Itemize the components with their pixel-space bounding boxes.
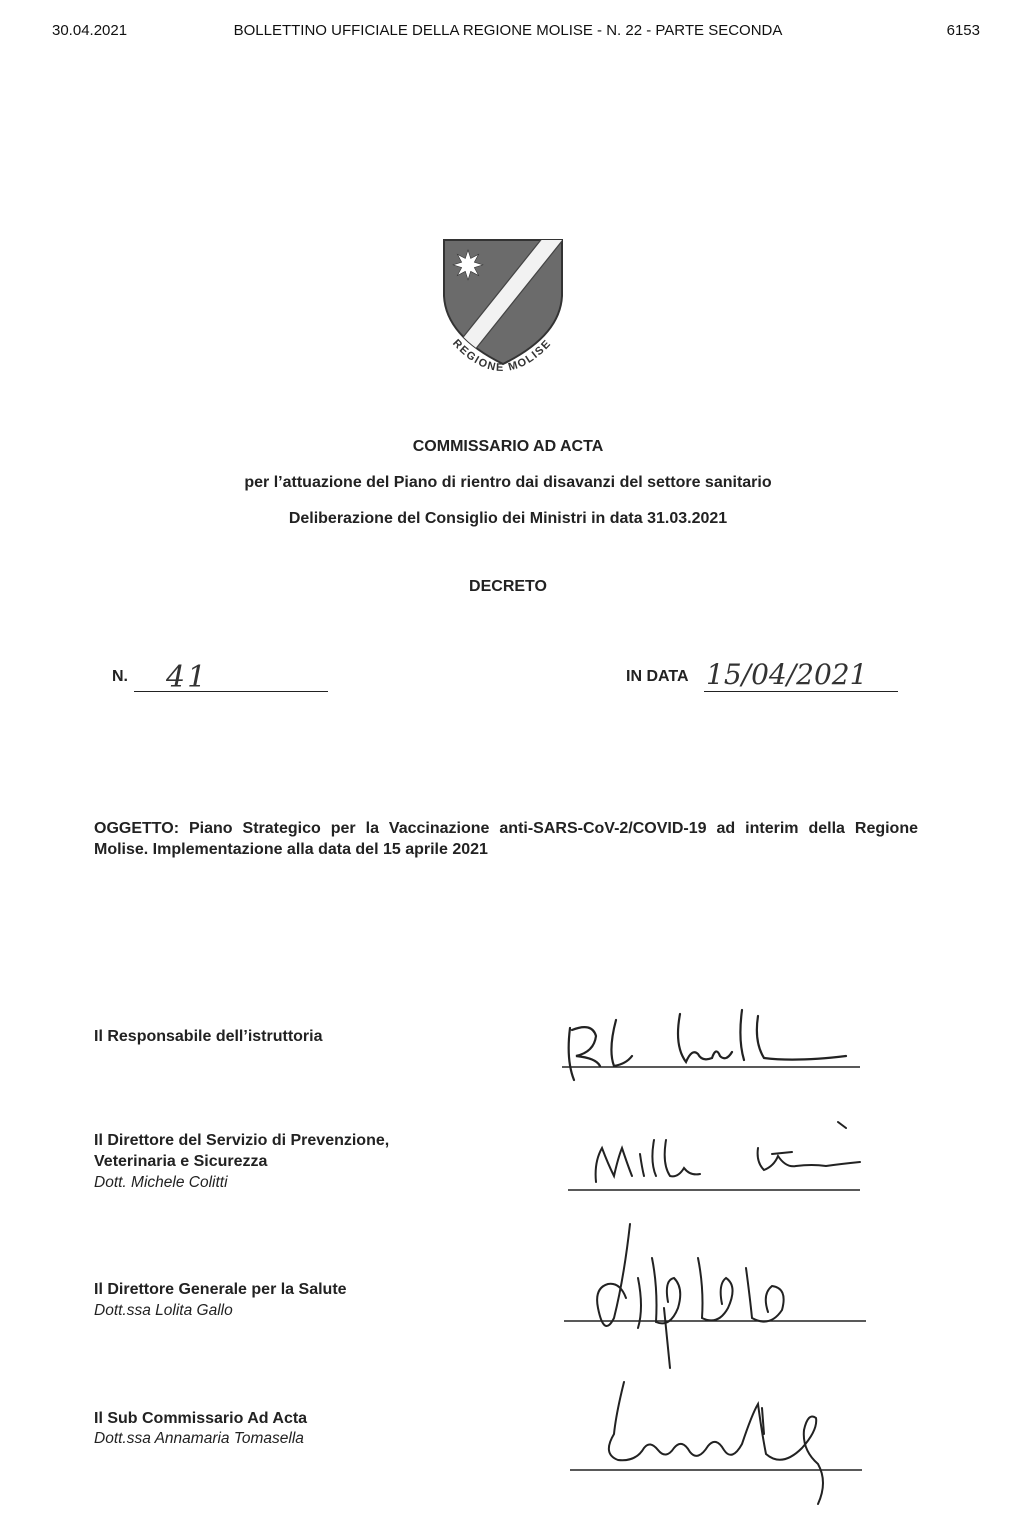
header-page-number: 6153 <box>946 22 980 39</box>
signatory-name-tomasella: Dott.ssa Annamaria Tomasella <box>94 1430 304 1447</box>
decree-number-value: 41 <box>166 660 209 695</box>
signatory-name-colitti: Dott. Michele Colitti <box>94 1174 228 1191</box>
heading-commissario: COMMISSARIO AD ACTA <box>412 438 604 455</box>
regione-molise-crest <box>432 236 572 396</box>
signatory-role-sub-commissario: Il Sub Commissario Ad Acta <box>94 1410 308 1427</box>
document-type: DECRETO <box>469 578 547 595</box>
decree-date-line <box>704 691 898 692</box>
signatory-name-gallo: Dott.ssa Lolita Gallo <box>94 1302 233 1319</box>
signature-colitti <box>560 1118 896 1198</box>
crest-motto: REGIONE MOLISE <box>450 337 554 375</box>
header-date: 30.04.2021 <box>52 22 128 39</box>
signatory-role-direttore-generale: Il Direttore Generale per la Salute <box>94 1281 347 1298</box>
star-icon <box>453 250 483 280</box>
heading-deliberazione: Deliberazione del Consiglio dei Ministri in data 31.03.2021 <box>288 510 728 527</box>
signature-tomasella <box>566 1374 866 1524</box>
signatory-role-direttore-prevenzione: Il Direttore del Servizio di Prevenzione, Veterinaria e Sicurezza <box>94 1132 390 1170</box>
signature-responsabile <box>556 1000 868 1092</box>
decree-number-line <box>134 691 328 692</box>
decree-date-label: IN DATA <box>626 668 689 685</box>
signature-gallo <box>560 1218 870 1374</box>
signatory-role-responsabile: Il Responsabile dell’istruttoria <box>94 1028 323 1045</box>
decree-date-value: 15/04/2021 <box>706 658 868 691</box>
oggetto-text: OGGETTO: Piano Strategico per la Vaccinazione anti-SARS-CoV-2/COVID-19 ad interim della Regione Molise. Implementazione alla data del 15 aprile 2021 <box>94 820 918 858</box>
heading-piano-rientro: per l’attuazione del Piano di rientro dai disavanzi del settore sanitario <box>244 474 772 491</box>
decree-number-label: N. <box>112 668 128 685</box>
header-title: BOLLETTINO UFFICIALE DELLA REGIONE MOLISE - N. 22 - PARTE SECONDA <box>233 22 783 39</box>
